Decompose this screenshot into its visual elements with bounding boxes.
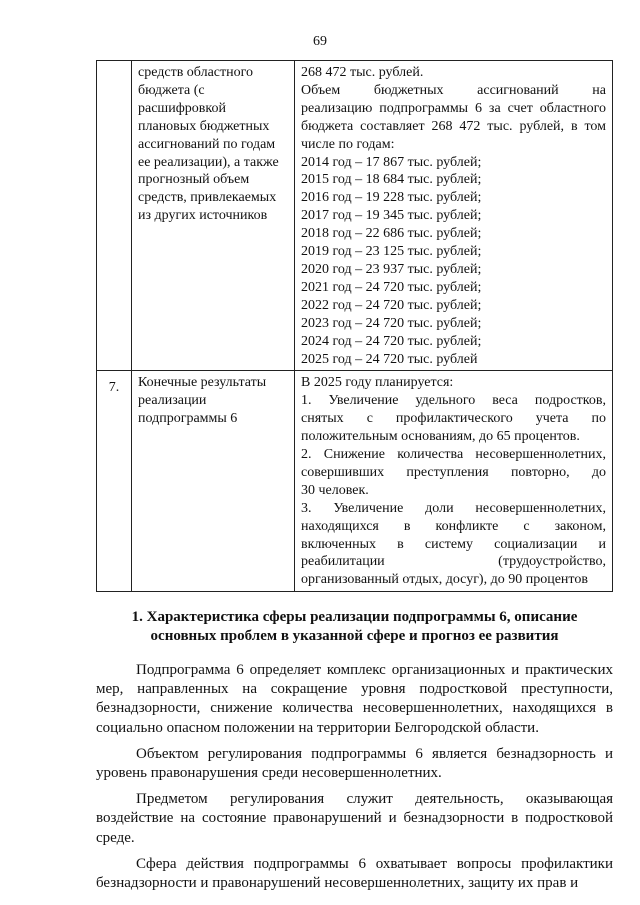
year-line: 2025 год – 24 720 тыс. рублей [301, 351, 478, 367]
label-line: подпрограммы 6 [138, 411, 238, 427]
value-line: числе по годам: [301, 136, 395, 152]
year-line: 2020 год – 23 937 тыс. рублей; [301, 261, 482, 277]
value-line: В 2025 году планируется: [301, 375, 454, 391]
section-heading-line: 1. Характеристика сферы реализации подпрограммы 6, описание [131, 609, 578, 625]
value-line: положительным основаниям, до 65 процентов. [301, 429, 580, 445]
funding-label-cell [132, 61, 295, 371]
row-number-cell: 7. [97, 371, 132, 592]
label-line: ее реализации), а также [138, 154, 279, 170]
value-line: реабилитации (трудоустройство, [301, 554, 606, 570]
section-body [96, 661, 613, 893]
value-line: Объем бюджетных ассигнований на [301, 82, 606, 98]
results-value-cell [295, 371, 613, 592]
label-line: средств, привлекаемых [138, 190, 277, 206]
value-line: включенных в систему социализации и [301, 536, 606, 552]
value-line: 30 человек. [301, 482, 369, 498]
label-line: бюджета (с [138, 82, 205, 98]
label-line: плановых бюджетных [138, 118, 270, 134]
body-paragraph: Подпрограмма 6 определяет комплекс организационных и практических мер, направленных на сокращение уровня подростковой преступности, безнадзорности, снижение количества несовершеннолетних, находящихся в социально опасном положении на территории Белгородской области. [96, 662, 613, 736]
value-line: 268 472 тыс. рублей. [301, 65, 424, 80]
table-row-results [97, 371, 613, 592]
value-line: бюджета составляет 268 472 тыс. рублей, в том [301, 118, 606, 134]
section-heading [96, 608, 613, 646]
year-line: 2023 год – 24 720 тыс. рублей; [301, 315, 482, 331]
value-line: 3. Увеличение доли несовершеннолетних, [301, 500, 606, 516]
label-line: прогнозный объем [138, 172, 250, 188]
label-line: из других источников [138, 208, 268, 224]
year-line: 2016 год – 19 228 тыс. рублей; [301, 190, 482, 206]
year-line: 2022 год – 24 720 тыс. рублей; [301, 297, 482, 313]
body-paragraph: Сфера действия подпрограммы 6 охватывает вопросы профилактики безнадзорности и правонарушений несовершеннолетних, защиту их прав и [96, 855, 613, 892]
year-line: 2018 год – 22 686 тыс. рублей; [301, 226, 482, 242]
label-line: расшифровкой [138, 100, 226, 116]
funding-value-cell [295, 61, 613, 371]
page-number: 69 [313, 34, 327, 49]
label-line: средств областного [138, 65, 254, 80]
value-line: совершивших преступления повторно, до [301, 464, 606, 480]
body-paragraph: Объектом регулирования подпрограммы 6 является безнадзорность и уровень правонарушения среди несовершеннолетних. [96, 745, 613, 782]
table-row-funding [97, 61, 613, 371]
year-line: 2021 год – 24 720 тыс. рублей; [301, 279, 482, 295]
body-paragraph: Предметом регулирования служит деятельность, оказывающая воздействие на состояние правонарушений и безнадзорности в подростковой среде. [96, 791, 613, 846]
subprogram-passport-table [96, 60, 613, 592]
label-line: ассигнований по годам [138, 136, 276, 152]
year-line: 2017 год – 19 345 тыс. рублей; [301, 208, 482, 224]
value-line: находящихся в конфликте с законом, [301, 518, 606, 534]
value-line: реализацию подпрограммы 6 за счет областного [301, 100, 606, 116]
year-line: 2015 год – 18 684 тыс. рублей; [301, 172, 482, 188]
value-line: снятых с профилактического учета по [301, 411, 606, 427]
year-line: 2014 год – 17 867 тыс. рублей; [301, 154, 482, 170]
year-line: 2024 год – 24 720 тыс. рублей; [301, 333, 482, 349]
section-heading-line: основных проблем в указанной сфере и прогноз ее развития [150, 628, 559, 644]
value-line: организованный отдых, досуг), до 90 процентов [301, 572, 588, 588]
value-line: 2. Снижение количества несовершеннолетних, [301, 447, 606, 463]
results-label-cell [132, 371, 295, 592]
year-line: 2019 год – 23 125 тыс. рублей; [301, 244, 482, 260]
label-line: Конечные результаты [138, 375, 267, 391]
row-number-cell [97, 61, 132, 371]
label-line: реализации [138, 393, 207, 409]
value-line: 1. Увеличение удельного веса подростков, [301, 393, 606, 409]
